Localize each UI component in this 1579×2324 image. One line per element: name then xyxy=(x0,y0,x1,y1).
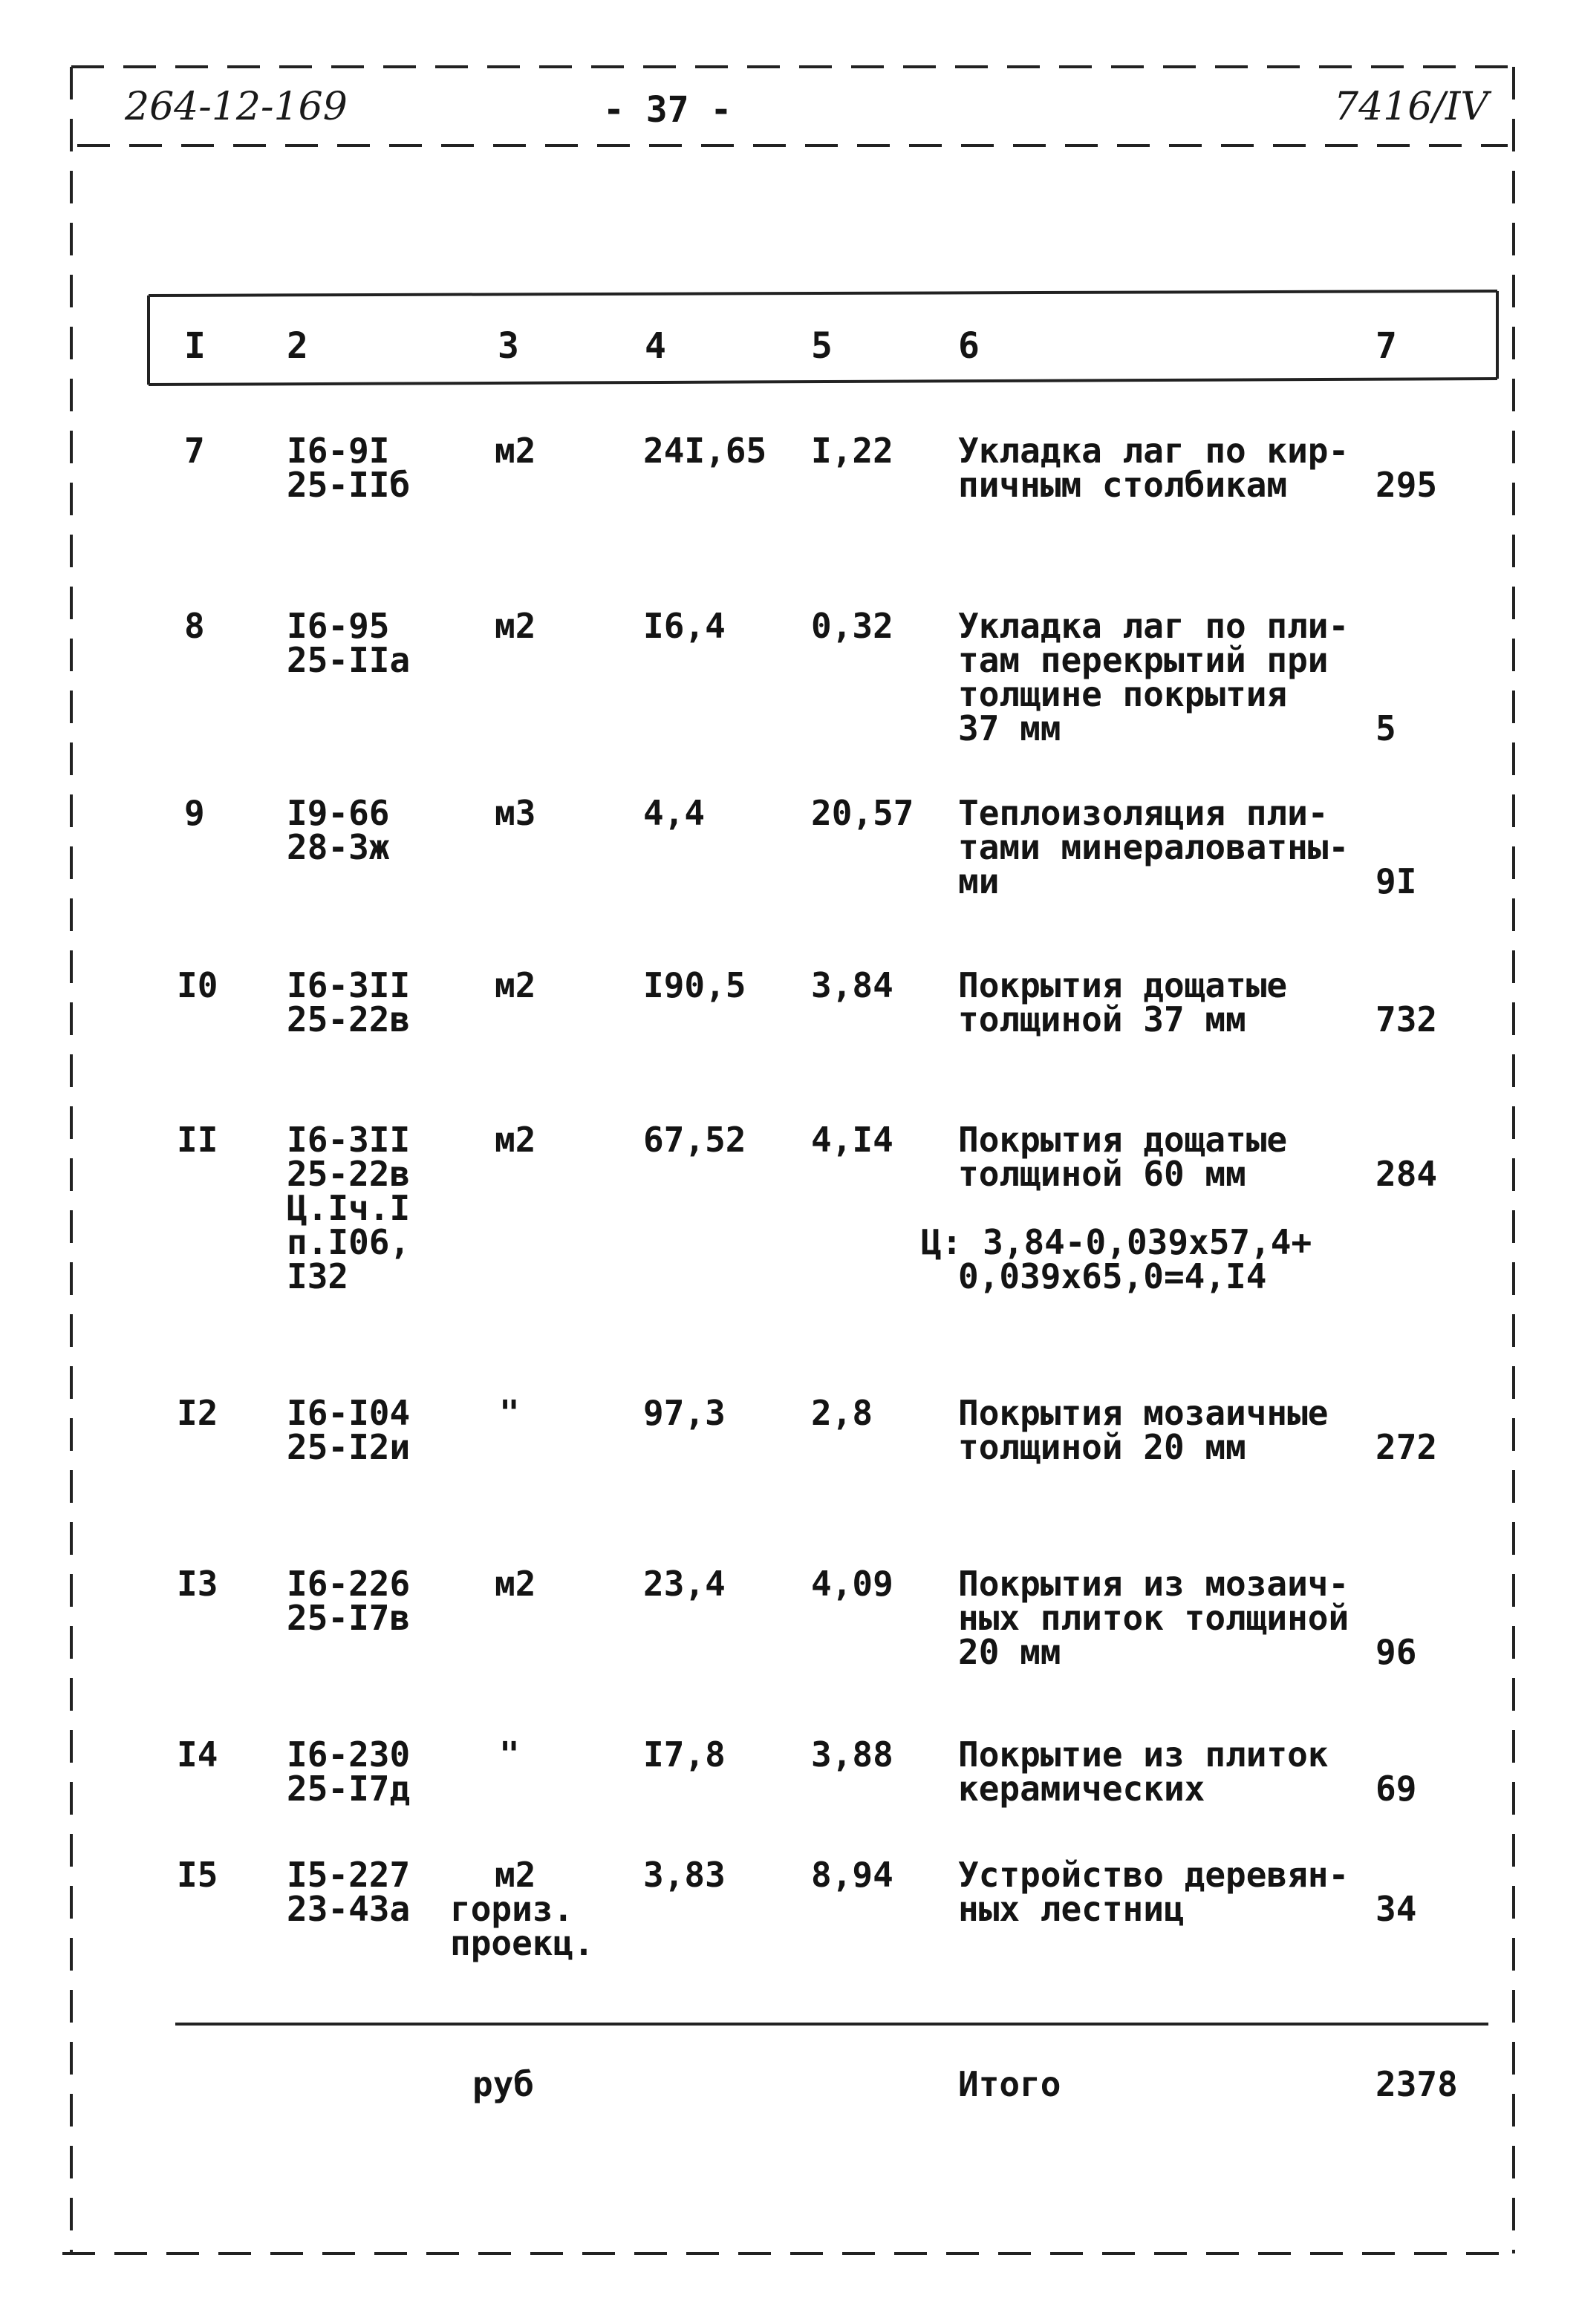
rate-code: 28-3ж xyxy=(287,827,390,867)
unit-price: 3,84 xyxy=(811,965,893,1005)
row-number: 9 xyxy=(184,793,205,833)
description-line: там перекрытий при xyxy=(958,640,1329,680)
description-line: ных лестниц xyxy=(958,1889,1185,1929)
rate-code: I32 xyxy=(287,1256,349,1296)
description-line: толщиной 37 мм xyxy=(958,999,1246,1039)
description-line: Устройство деревян- xyxy=(958,1855,1350,1895)
description-line: Укладка лаг по пли- xyxy=(958,606,1350,646)
quantity: I6,4 xyxy=(643,606,726,646)
description-line: толщиной 60 мм xyxy=(958,1154,1246,1194)
description-line: 20 мм xyxy=(958,1632,1061,1672)
unit-price: 2,8 xyxy=(811,1393,873,1433)
unit-price: 4,09 xyxy=(811,1564,893,1604)
rate-code: I6-9I xyxy=(287,431,390,471)
column-header-7: 7 xyxy=(1375,325,1397,367)
description-line: ми xyxy=(958,861,1000,901)
description-line: тами минераловатны- xyxy=(958,827,1350,867)
unit: м2 xyxy=(495,965,536,1005)
summary-label: Итого xyxy=(958,2064,1061,2104)
unit: проекц. xyxy=(450,1923,594,1963)
description-line: пичным столбикам xyxy=(958,465,1288,505)
rate-code: Ц.Iч.I xyxy=(287,1188,411,1228)
price-calculation-note: Ц: 3,84-0,039x57,4+ xyxy=(921,1222,1312,1262)
unit: м3 xyxy=(495,793,536,833)
unit-ditto: " xyxy=(499,1393,520,1433)
rate-code: 25-I7д xyxy=(287,1769,411,1809)
column-header-4: 4 xyxy=(645,325,666,367)
unit-price: 3,88 xyxy=(811,1734,893,1775)
description-line: 37 мм xyxy=(958,708,1061,748)
rate-code: 25-22в xyxy=(287,999,411,1039)
quantity: 4,4 xyxy=(643,793,706,833)
quantity: 23,4 xyxy=(643,1564,726,1604)
column-header-3: 3 xyxy=(498,325,519,367)
rate-code: п.I06, xyxy=(287,1222,411,1262)
rate-code: I9-66 xyxy=(287,793,390,833)
row-number: I3 xyxy=(177,1564,218,1604)
row-total: 34 xyxy=(1375,1889,1417,1929)
description-line: керамических xyxy=(958,1769,1205,1809)
column-header-2: 2 xyxy=(287,325,308,367)
rate-code: I6-230 xyxy=(287,1734,411,1775)
row-number: I5 xyxy=(177,1855,218,1895)
column-header-6: 6 xyxy=(958,325,980,367)
quantity: 97,3 xyxy=(643,1393,726,1433)
description-line: Покрытие из плиток xyxy=(958,1734,1329,1775)
description-line: толщине покрытия xyxy=(958,674,1288,714)
rate-code: 23-43а xyxy=(287,1889,411,1929)
description-line: Покрытия мозаичные xyxy=(958,1393,1329,1433)
description-line: Укладка лаг по кир- xyxy=(958,431,1350,471)
quantity: I90,5 xyxy=(643,965,746,1005)
unit-price: 0,32 xyxy=(811,606,893,646)
description-line: Покрытия дощатые xyxy=(958,1120,1288,1160)
row-total: 9I xyxy=(1375,861,1417,901)
unit: м2 xyxy=(495,1120,536,1160)
row-total: 69 xyxy=(1375,1769,1417,1809)
description-line: Теплоизоляция пли- xyxy=(958,793,1329,833)
unit-price: 20,57 xyxy=(811,793,914,833)
row-number: I2 xyxy=(177,1393,218,1433)
column-header-1: I xyxy=(184,325,206,367)
document-code: 264-12-169 xyxy=(125,85,348,129)
row-total: 284 xyxy=(1375,1154,1438,1194)
row-total: 96 xyxy=(1375,1632,1417,1672)
unit-price: 8,94 xyxy=(811,1855,893,1895)
quantity: 67,52 xyxy=(643,1120,746,1160)
unit: м2 xyxy=(495,1564,536,1604)
rate-code: I6-226 xyxy=(287,1564,411,1604)
unit-ditto: " xyxy=(499,1734,520,1775)
description-line: ных плиток толщиной xyxy=(958,1598,1350,1638)
unit: м2 xyxy=(495,606,536,646)
unit-price: I,22 xyxy=(811,431,893,471)
rate-code: 25-IIб xyxy=(287,465,411,505)
rate-code: 25-22в xyxy=(287,1154,411,1194)
description-line: Покрытия дощатые xyxy=(958,965,1288,1005)
page-number: - 37 - xyxy=(603,89,732,131)
row-number: I4 xyxy=(177,1734,218,1775)
row-total: 732 xyxy=(1375,999,1438,1039)
rate-code: I6-I04 xyxy=(287,1393,411,1433)
row-number: II xyxy=(177,1120,218,1160)
price-calculation-note: 0,039x65,0=4,I4 xyxy=(958,1256,1267,1296)
description-line: Покрытия из мозаич- xyxy=(958,1564,1350,1604)
summary-unit: руб xyxy=(472,2064,535,2104)
row-total: 5 xyxy=(1375,708,1396,748)
rate-code: 25-I2и xyxy=(287,1427,411,1467)
rate-code: I6-95 xyxy=(287,606,390,646)
rate-code: I6-3II xyxy=(287,1120,411,1160)
summary-total: 2378 xyxy=(1375,2064,1458,2104)
row-number: 7 xyxy=(184,431,205,471)
unit: м2 xyxy=(495,431,536,471)
unit: гориз. xyxy=(450,1889,574,1929)
quantity: 24I,65 xyxy=(643,431,767,471)
row-total: 272 xyxy=(1375,1427,1438,1467)
quantity: I7,8 xyxy=(643,1734,726,1775)
description-line: толщиной 20 мм xyxy=(958,1427,1246,1467)
rate-code: I5-227 xyxy=(287,1855,411,1895)
column-header-5: 5 xyxy=(811,325,833,367)
unit: м2 xyxy=(495,1855,536,1895)
row-total: 295 xyxy=(1375,465,1438,505)
rate-code: 25-IIa xyxy=(287,640,411,680)
row-number: I0 xyxy=(177,965,218,1005)
sheet-code: 7416/IV xyxy=(1334,85,1488,129)
row-number: 8 xyxy=(184,606,205,646)
unit-price: 4,I4 xyxy=(811,1120,893,1160)
rate-code: 25-I7в xyxy=(287,1598,411,1638)
rate-code: I6-3II xyxy=(287,965,411,1005)
quantity: 3,83 xyxy=(643,1855,726,1895)
